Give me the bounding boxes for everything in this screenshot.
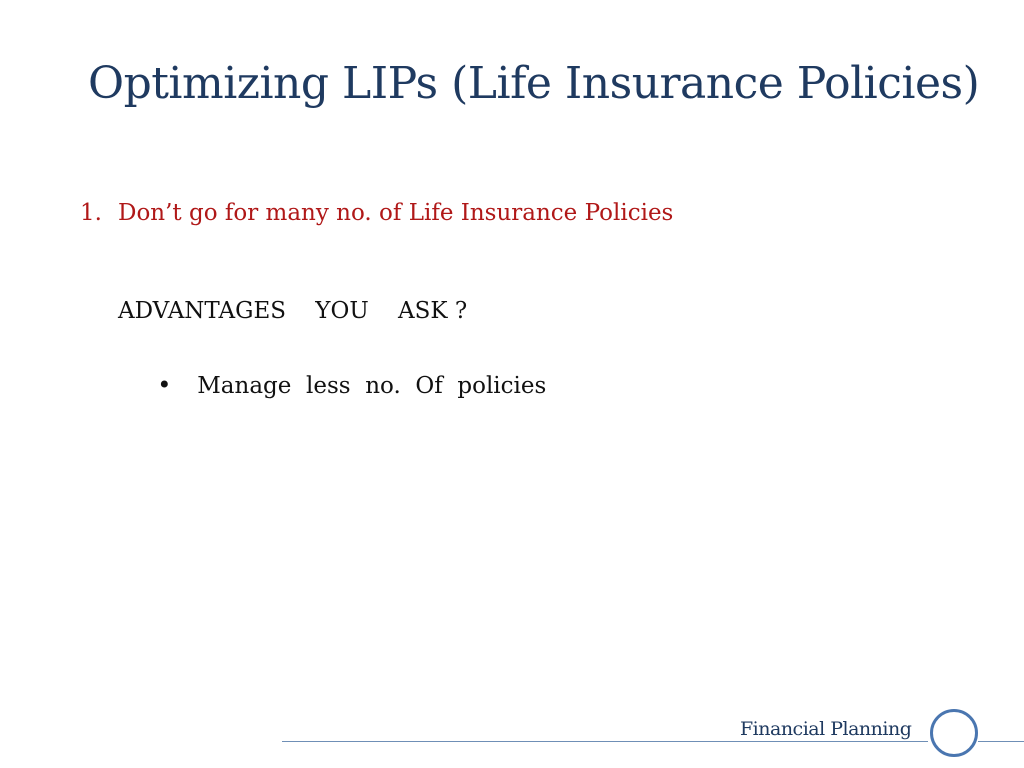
footer-label: Financial Planning (740, 718, 912, 740)
point-number: 1. (80, 200, 102, 226)
footer-divider-tail (978, 741, 1024, 742)
footer-circle-icon (930, 709, 978, 757)
point-text: Don’t go for many no. of Life Insurance Policies (118, 200, 674, 226)
bullet-icon: • (157, 371, 172, 399)
slide-title: Optimizing LIPs (Life Insurance Policies) (88, 58, 980, 109)
advantages-heading: ADVANTAGES YOU ASK ? (118, 298, 468, 324)
footer-divider (282, 741, 928, 742)
numbered-point (80, 200, 673, 226)
bullet-item (128, 345, 546, 425)
bullet-text: Manage less no. Of policies (197, 373, 547, 399)
